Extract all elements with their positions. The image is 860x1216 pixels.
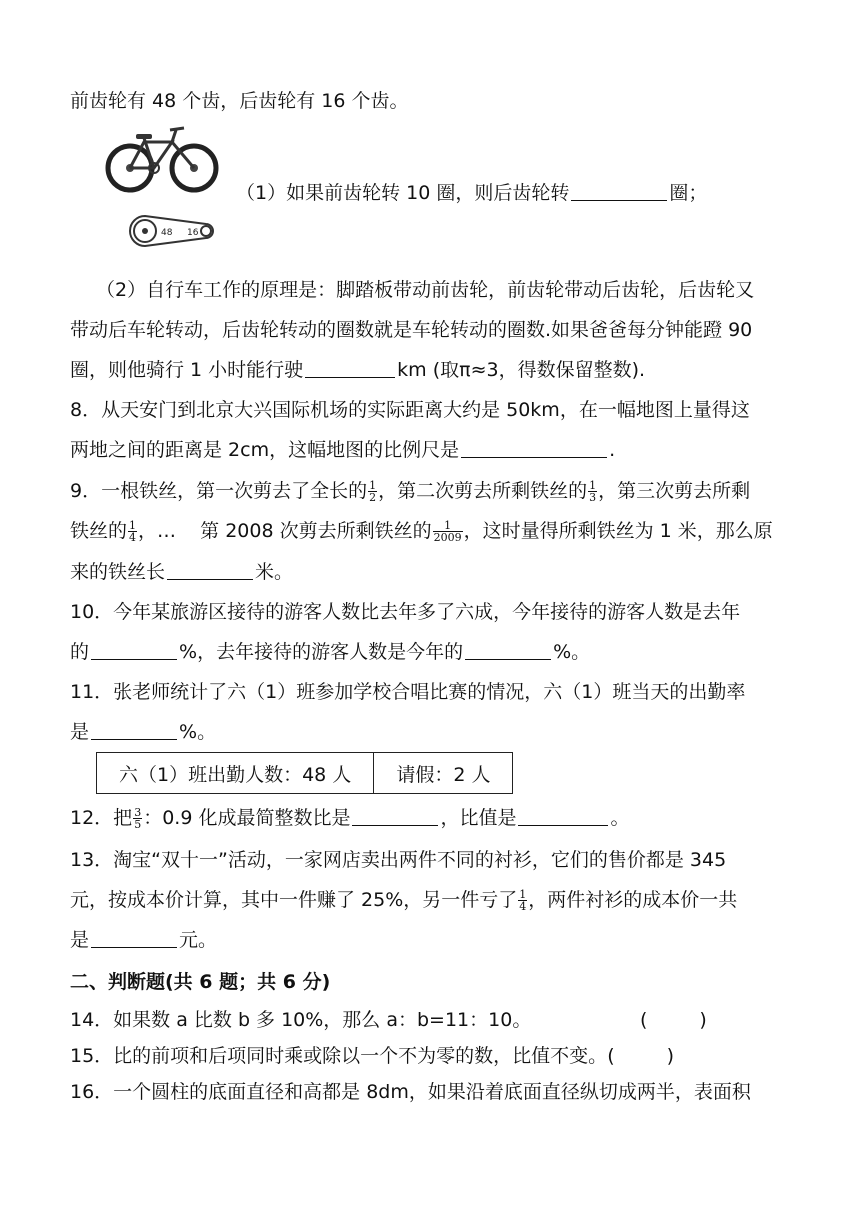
- q9-fraction-3: $\frac{1}{4}$: [129, 519, 137, 544]
- q15-answer-parens[interactable]: ( ): [607, 1045, 675, 1067]
- q12-blank-2[interactable]: [518, 805, 608, 826]
- q13-line2: [70, 885, 737, 915]
- q9-text-d: 铁丝的: [70, 520, 128, 542]
- attendance-table: [96, 752, 513, 794]
- q12-text-a: 12．把: [70, 807, 133, 829]
- q10-line2: [70, 637, 590, 667]
- q11-line1: 11．张老师统计了六（1）班参加学校合唱比赛的情况，六（1）班当天的出勤率: [70, 681, 746, 703]
- q9-line1: [70, 476, 750, 506]
- q16-line: 16．一个圆柱的底面直径和高都是 8dm，如果沿着底面直径纵切成两半，表面积: [70, 1081, 751, 1103]
- front-gear-label: 48: [161, 228, 173, 238]
- q11-suffix: %。: [179, 721, 217, 743]
- q13-line1: 13．淘宝“双十一”活动，一家网店卖出两件不同的衬衫，它们的售价都是 345: [70, 849, 727, 871]
- q9-text-f: ，这时量得所剩铁丝为 1 米，那么原: [463, 520, 773, 542]
- q10-line1: 10．今年某旅游区接待的游客人数比去年多了六成，今年接待的游客人数是去年: [70, 601, 741, 623]
- q7-part2-line3: [70, 355, 645, 385]
- bicycle-image: [104, 124, 220, 196]
- q13-fraction: $\frac{1}{4}$: [519, 888, 527, 913]
- q13-text-a: 元，按成本价计算，其中一件赚了 25%，另一件亏了: [70, 889, 518, 911]
- q15-line: [70, 1041, 674, 1071]
- q9-blank[interactable]: [167, 559, 253, 580]
- q12-fraction: $\frac{3}{5}$: [134, 806, 142, 831]
- attendance-present-cell: 六（1）班出勤人数：48 人: [97, 753, 374, 794]
- attendance-leave-cell: 请假：2 人: [374, 753, 513, 794]
- q10-text-c: %。: [553, 641, 591, 663]
- q8-line1: 8．从天安门到北京大兴国际机场的实际距离大约是 50km，在一幅地图上量得这: [70, 399, 750, 421]
- q7-part1: [236, 178, 707, 208]
- q9-line2: [70, 516, 773, 546]
- q12-text-d: 。: [610, 807, 630, 829]
- q15-text: 15．比的前项和后项同时乘或除以一个不为零的数，比值不变。: [70, 1045, 608, 1067]
- q14-answer-parens[interactable]: ( ): [640, 1009, 707, 1031]
- q12-line: [70, 803, 629, 833]
- q8-blank[interactable]: [461, 437, 607, 458]
- q12-blank-1[interactable]: [352, 805, 438, 826]
- q13-text-b: ，两件衬衫的成本价一共: [528, 889, 738, 911]
- q9-text-b: ，第二次剪去所剩铁丝的: [378, 480, 588, 502]
- q11-blank[interactable]: [91, 719, 177, 740]
- gear-chain-image: [128, 214, 218, 248]
- q9-text-e: ，… 第 2008 次剪去所剩铁丝的: [138, 520, 432, 542]
- q10-blank-2[interactable]: [465, 639, 551, 660]
- q12-text-c: ，比值是: [440, 807, 517, 829]
- q7-part2-line1: （2）自行车工作的原理是：脚踏板带动前齿轮，前齿轮带动后齿轮，后齿轮又: [96, 279, 755, 301]
- q10-text-a: 的: [70, 641, 90, 663]
- q9-line3: [70, 557, 293, 587]
- q9-text-a: 9．一根铁丝，第一次剪去了全长的: [70, 480, 368, 502]
- q7-part2-blank[interactable]: [305, 357, 395, 378]
- table-row: [97, 753, 513, 794]
- q10-text-b: %，去年接待的游客人数是今年的: [179, 641, 464, 663]
- q7-part1-text: （1）如果前齿轮转 10 圈，则后齿轮转: [236, 182, 570, 204]
- q12-text-b: ：0.9 化成最简整数比是: [143, 807, 351, 829]
- q7-part1-suffix: 圈；: [669, 182, 708, 204]
- q13-line3: [70, 925, 217, 955]
- q7-part2-text: 圈，则他骑行 1 小时能行驶: [70, 359, 304, 381]
- q13-blank[interactable]: [91, 927, 177, 948]
- q7-part2-line2: 带动后车轮转动，后齿轮转动的圈数就是车轮转动的圈数.如果爸爸每分钟能蹬 90: [70, 319, 753, 341]
- q14-line: 14．如果数 a 比数 b 多 10%，那么 a：b=11：10。: [70, 1009, 532, 1031]
- q9-text-g: 来的铁丝长: [70, 561, 166, 583]
- q8-suffix: .: [609, 439, 616, 461]
- rear-gear-label: 16: [187, 228, 199, 238]
- q9-suffix: 米。: [255, 561, 294, 583]
- q9-text-c: ，第三次剪去所剩: [598, 480, 751, 502]
- q9-fraction-1: $\frac{1}{2}$: [369, 479, 377, 504]
- q7-part2-suffix: km (取π≈3，得数保留整数).: [397, 359, 646, 381]
- q11-line2: [70, 717, 216, 747]
- q7-intro: 前齿轮有 48 个齿，后齿轮有 16 个齿。: [70, 90, 409, 112]
- q8-line2: [70, 435, 615, 465]
- q8-text: 两地之间的距离是 2cm，这幅地图的比例尺是: [70, 439, 460, 461]
- q13-suffix: 元。: [179, 929, 218, 951]
- q7-part1-blank[interactable]: [571, 180, 667, 201]
- q13-text-c: 是: [70, 929, 90, 951]
- q9-fraction-2: $\frac{1}{3}$: [589, 479, 597, 504]
- q11-text-a: 是: [70, 721, 90, 743]
- rear-gear: [201, 226, 211, 236]
- section-heading-judgement: 二、判断题(共 6 题；共 6 分): [70, 971, 331, 993]
- q9-fraction-4: $\frac{1}{2009}$: [433, 519, 462, 544]
- q10-blank-1[interactable]: [91, 639, 177, 660]
